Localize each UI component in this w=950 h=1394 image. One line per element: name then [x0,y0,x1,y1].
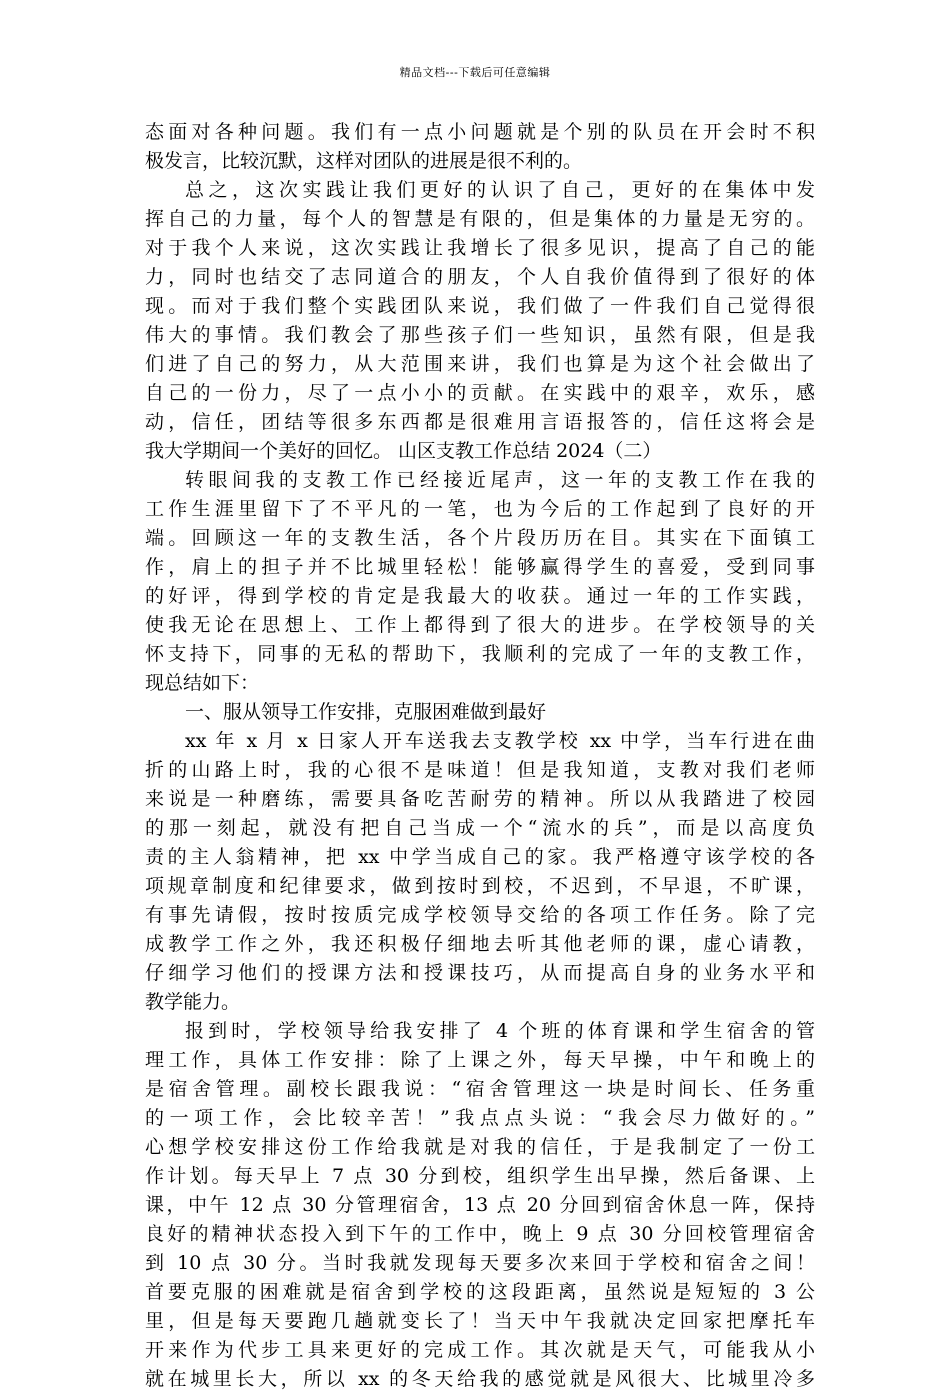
text-line: 来说是一种磨练，需要具备吃苦耐劳的精神。所以从我踏进了校园 [145,788,815,810]
text-line: 的好评，得到学校的肯定是我最大的收获。通过一年的工作实践， [145,585,815,607]
text-line: 就在城里长大，所以 xx 的冬天给我的感觉就是风很大、比城里冷多 [145,1368,815,1390]
text-line: 自己的一份力，尽了一点小小的贡献。在实践中的艰辛，欢乐，感 [145,382,815,404]
text-line: 良好的精神状态投入到下午的工作中，晚上 9 点 30 分回校管理宿舍 [145,1223,815,1245]
text-line: 到 10 点 30 分。当时我就发现每天要多次来回于学校和宿舍之间！ [145,1252,815,1274]
text-line: 作计划。每天早上 7 点 30 分到校，组织学生出早操，然后备课、上 [145,1165,815,1187]
text-line: 成教学工作之外，我还积极仔细地去听其他老师的课，虚心请教， [145,933,815,955]
text-line: 极发言，比较沉默，这样对团队的进展是很不利的。 [145,150,583,172]
text-line: 作，肩上的担子并不比城里轻松！能够赢得学生的喜爱，受到同事 [145,556,815,578]
page-header: 精品文档---下载后可任意编辑 [399,66,551,79]
text-line: 对于我个人来说，这次实践让我增长了很多见识，提高了自己的能 [145,237,815,259]
text-line: 开来作为代步工具来更好的完成工作。其次就是天气，可能我从小 [145,1339,815,1361]
text-line: 教学能力。 [145,991,241,1013]
text-line: 伟大的事情。我们教会了那些孩子们一些知识，虽然有限，但是我 [145,324,815,346]
text-line: 仔细学习他们的授课方法和授课技巧，从而提高自身的业务水平和 [145,962,815,984]
text-line: 端。回顾这一年的支教生活，各个片段历历在目。其实在下面镇工 [145,527,815,549]
text-line: xx 年 x 月 x 日家人开车送我去支教学校 xx 中学，当车行进在曲 [185,730,815,752]
text-line: 理工作，具体工作安排：除了上课之外，每天早操，中午和晚上的 [145,1049,815,1071]
text-line: 工作生涯里留下了不平凡的一笔，也为今后的工作起到了良好的开 [145,498,815,520]
text-line: 折的山路上时，我的心很不是味道！但是我知道，支教对我们老师 [145,759,815,781]
text-line: 是宿舍管理。副校长跟我说：“宿舍管理这一块是时间长、任务重 [145,1078,815,1100]
text-line: 现。而对于我们整个实践团队来说，我们做了一件我们自己觉得很 [145,295,815,317]
text-line: 课，中午 12 点 30 分管理宿舍，13 点 20 分回到宿舍休息一阵，保持 [145,1194,815,1216]
text-line: 力，同时也结交了志同道合的朋友，个人自我价值得到了很好的体 [145,266,815,288]
text-line: 们进了自己的努力，从大范围来讲，我们也算是为这个社会做出了 [145,353,815,375]
text-line: 转眼间我的支教工作已经接近尾声，这一年的支教工作在我的 [185,469,815,491]
text-line: 现总结如下： [145,672,260,694]
text-line: 一、服从领导工作安排，克服困难做到最好 [185,701,547,723]
text-line: 总之，这次实践让我们更好的认识了自己，更好的在集体中发 [185,179,815,201]
text-line: 态面对各种问题。我们有一点小问题就是个别的队员在开会时不积 [145,121,815,143]
text-line: 项规章制度和纪律要求，做到按时到校，不迟到，不早退，不旷课， [145,875,815,897]
text-line: 首要克服的困难就是宿舍到学校的这段距离，虽然说是短短的 3 公 [145,1281,815,1303]
text-line: 里，但是每天要跑几趟就变长了！当天中午我就决定回家把摩托车 [145,1310,815,1332]
text-line: 报到时，学校领导给我安排了 4 个班的体育课和学生宿舍的管 [185,1020,815,1042]
text-line: 的那一刻起，就没有把自己当成一个“流水的兵”，而是以高度负 [145,817,815,839]
text-line: 的一项工作，会比较辛苦！”我点点头说：“我会尽力做好的。” [145,1107,815,1129]
text-line: 动，信任，团结等很多东西都是很难用言语报答的，信任这将会是 [145,411,815,433]
text-line: 有事先请假，按时按质完成学校领导交给的各项工作任务。除了完 [145,904,815,926]
text-line: 我大学期间一个美好的回忆。 山区支教工作总结 2024（二） [145,440,662,462]
text-line: 挥自己的力量，每个人的智慧是有限的，但是集体的力量是无穷的。 [145,208,815,230]
text-line: 责的主人翁精神，把 xx 中学当成自己的家。我严格遵守该学校的各 [145,846,815,868]
text-line: 心想学校安排这份工作给我就是对我的信任，于是我制定了一份工 [145,1136,815,1158]
text-line: 使我无论在思想上、工作上都得到了很大的进步。在学校领导的关 [145,614,815,636]
text-line: 怀支持下，同事的无私的帮助下，我顺利的完成了一年的支教工作， [145,643,815,665]
document-body [145,118,815,1394]
